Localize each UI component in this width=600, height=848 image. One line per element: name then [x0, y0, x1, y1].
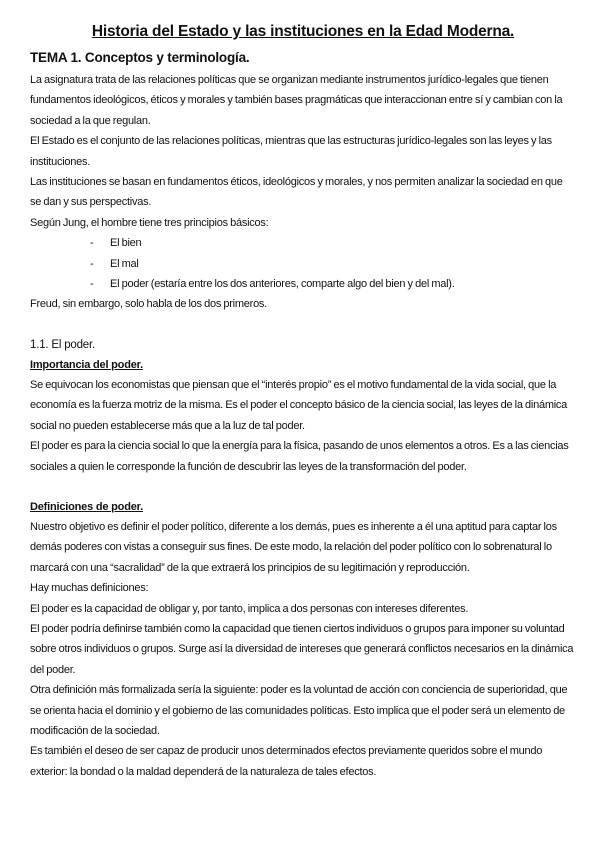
- intro-paragraph: Según Jung, el hombre tiene tres principios básicos:: [30, 216, 269, 229]
- jung-principles-list: [30, 233, 576, 294]
- list-item-text: El poder (estaría entre los dos anteriores, comparte algo del bien y del mal).: [110, 278, 455, 291]
- intro-paragraph: El Estado es el conjunto de las relaciones políticas, mientras que las estructuras jurídico-legales son las leyes y las instituciones.: [30, 135, 552, 168]
- intro-paragraph: La asignatura trata de las relaciones políticas que se organizan mediante instrumentos jurídico-legales que tienen fundamentos ideológicos, éticos y morales y también bases pragmáticas que interaccionan entre sí y cambian con la sociedad a la que regulan.: [30, 74, 563, 127]
- list-dash: -: [90, 237, 94, 250]
- list-dash: -: [90, 278, 94, 291]
- definitions-paragraph: El poder podría definirse también como la capacidad que tienen ciertos individuos o grupos para imponer su voluntad sobre otros individuos o grupos. Surge así la diversidad de intereses que generará conflictos necesarios en la dinámica del poder.: [30, 622, 574, 676]
- document-title: Historia del Estado y las instituciones en la Edad Moderna.: [91, 23, 515, 40]
- definitions-paragraph: Es también el deseo de ser capaz de producir unos determinados efectos previamente queridos sobre el mundo exterior: la bondad o la maldad dependerá de la naturaleza de tales efectos.: [30, 745, 543, 778]
- importance-heading: Importancia del poder.: [30, 358, 143, 371]
- list-item: [30, 274, 576, 294]
- tema-heading: TEMA 1. Conceptos y terminología.: [30, 50, 250, 65]
- importance-paragraph: Se equivocan los economistas que piensan que el “interés propio” es el motivo fundamental de la vida social, que la economía es la fuerza motriz de la misma. Es el poder el concepto básico de la ciencia social, las leyes de la dinámica social no pueden establecerse más que a la luz de tal poder.: [30, 378, 568, 432]
- definitions-paragraph: Otra definición más formalizada sería la siguiente: poder es la voluntad de acción con conciencia de superioridad, que se orienta hacia el dominio y el gobierno de las comunidades políticas. Esto implica que el poder será un elemento de modificación de la sociedad.: [30, 684, 568, 737]
- list-item: [30, 233, 576, 253]
- spacer: [30, 477, 576, 497]
- spacer: [30, 315, 576, 335]
- definitions-paragraph: Hay muchas definiciones:: [30, 582, 149, 595]
- definitions-heading: Definiciones de poder.: [30, 500, 143, 513]
- freud-line: Freud, sin embargo, solo habla de los dos primeros.: [30, 298, 267, 311]
- definitions-paragraph: Nuestro objetivo es definir el poder político, diferente a los demás, pues es inherente a él una aptitud para captar los demás poderes con vistas a conseguir sus fines. De este modo, la relación del poder político con lo sobrenatural lo marcará con una “sacralidad” de la que extraerá los principios de su legitimación y reproducción.: [30, 520, 557, 574]
- list-item-text: El mal: [110, 257, 139, 270]
- importance-paragraph: El poder es para la ciencia social lo que la energía para la física, pasando de unos elementos a otros. Es a las ciencias sociales a quien le corresponde la función de descubrir las leyes de la transformación del poder.: [30, 440, 569, 473]
- list-item: [30, 254, 576, 274]
- section-heading: 1.1. El poder.: [30, 338, 95, 351]
- intro-paragraph: Las instituciones se basan en fundamentos éticos, ideológicos y morales, y nos permiten analizar la sociedad en que se dan y sus perspectivas.: [30, 176, 563, 209]
- document-page: [30, 22, 576, 782]
- definitions-paragraph: El poder es la capacidad de obligar y, por tanto, implica a dos personas con intereses diferentes.: [30, 602, 469, 615]
- list-dash: -: [90, 257, 94, 270]
- list-item-text: El bien: [110, 237, 142, 250]
